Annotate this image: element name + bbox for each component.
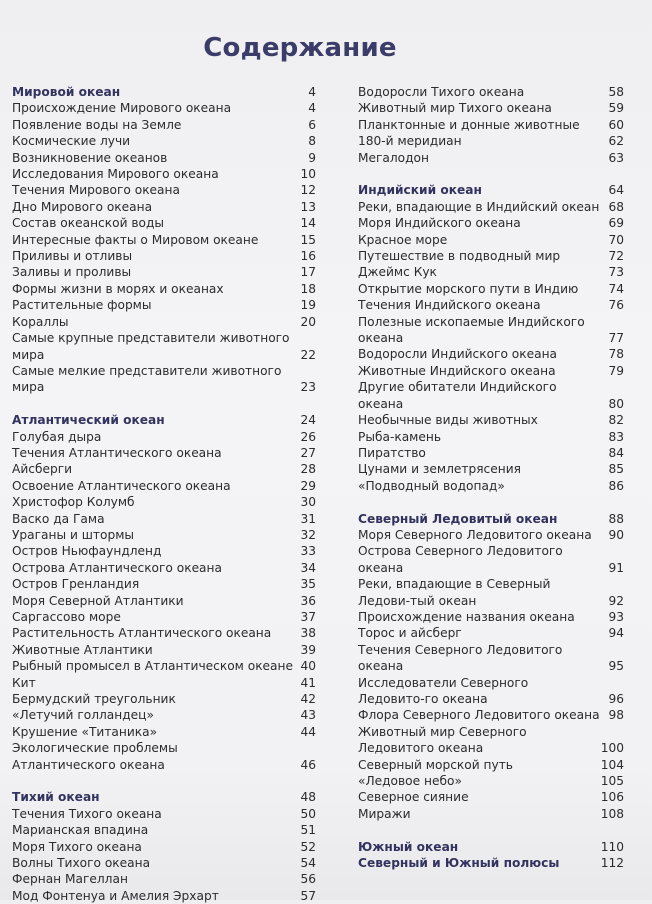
toc-page-number: 93 <box>608 609 624 624</box>
toc-page-number: 29 <box>300 478 316 493</box>
toc-entry-title: Северный Ледовитый океан <box>358 511 558 526</box>
toc-section-heading <box>12 412 316 428</box>
toc-entry <box>12 117 316 133</box>
toc-page-number: 82 <box>608 413 624 428</box>
toc-page-number: 60 <box>608 117 624 132</box>
toc-entry-title: Водоросли Тихого океана <box>358 85 525 99</box>
toc-entry <box>12 740 316 773</box>
toc-entry <box>12 560 316 576</box>
toc-entry-title: Течения Тихого океана <box>12 806 162 821</box>
toc-page-number: 4 <box>308 101 316 116</box>
toc-entry <box>358 625 624 641</box>
toc-page-number: 84 <box>608 445 624 460</box>
toc-entry-title: Джеймс Кук <box>358 265 437 280</box>
toc-entry-title: Происхождение названия океана <box>358 609 575 624</box>
toc-page-number: 33 <box>300 544 316 559</box>
toc-page-number: 54 <box>300 856 316 871</box>
toc-entry-title: Индийский океан <box>358 183 482 198</box>
toc-entry <box>12 133 316 149</box>
toc-entry-title: Планктонные и донные животные <box>358 117 580 132</box>
toc-page-number: 32 <box>300 527 316 542</box>
toc-entry <box>358 724 624 757</box>
toc-page-number: 38 <box>300 626 316 641</box>
toc-page-number: 12 <box>300 183 316 198</box>
toc-entry-title: Животные Атлантики <box>12 642 153 657</box>
toc-entry <box>12 691 316 707</box>
toc-page-number: 28 <box>300 462 316 477</box>
toc-entry-title: Животные Индийского океана <box>358 363 556 378</box>
toc-page-number: 51 <box>300 823 316 838</box>
toc-page-number: 57 <box>300 888 316 903</box>
toc-entry <box>12 330 316 363</box>
toc-entry <box>12 429 316 445</box>
toc-entry-title: «Ледовое небо» <box>358 774 462 789</box>
toc-entry <box>12 871 316 887</box>
toc-entry-title: Северное сияние <box>358 790 469 805</box>
toc-page-number: 22 <box>300 347 316 362</box>
toc-entry <box>12 642 316 658</box>
toc-page-number: 35 <box>300 577 316 592</box>
toc-page-number: 36 <box>300 593 316 608</box>
toc-entry-title: Флора Северного Ледовитого океана <box>358 708 600 723</box>
toc-entry <box>12 297 316 313</box>
toc-section-heading <box>358 511 624 527</box>
toc-page-number: 69 <box>608 216 624 231</box>
toc-entry-title: Бермудский треугольник <box>12 692 176 707</box>
toc-page-number: 62 <box>608 134 624 149</box>
toc-entry-title: Формы жизни в морях и океанах <box>12 281 224 296</box>
toc-entry <box>358 478 624 494</box>
toc-entry <box>358 264 624 280</box>
toc-entry-title: Красное море <box>358 232 448 247</box>
page-title: Содержание <box>203 33 397 63</box>
toc-entry <box>358 707 624 723</box>
toc-entry <box>12 724 316 740</box>
toc-entry <box>358 806 624 822</box>
toc-page-number: 112 <box>600 856 624 871</box>
toc-entry-title: Полезные ископаемые Индийского океана <box>358 314 585 346</box>
toc-page-number: 58 <box>608 85 624 99</box>
toc-entry-title: Цунами и землетрясения <box>358 462 521 477</box>
toc-entry-title: Ураганы и штормы <box>12 527 135 542</box>
toc-page-number: 83 <box>608 429 624 444</box>
toc-page-number: 92 <box>608 593 624 608</box>
toc-page-number: 63 <box>608 150 624 165</box>
toc-entry-title: Крушение «Титаника» <box>12 724 158 739</box>
toc-entry-title: Мод Фонтенуа и Амелия Эрхарт <box>12 888 219 903</box>
toc-page-number: 64 <box>608 183 624 198</box>
toc-entry-title: Растительные формы <box>12 298 152 313</box>
toc-entry <box>12 675 316 691</box>
toc-entry-title: Космические лучи <box>12 134 131 149</box>
toc-entry <box>358 461 624 477</box>
toc-entry <box>12 839 316 855</box>
toc-entry-title: Миражи <box>358 806 411 821</box>
toc-entry-title: Состав океанской воды <box>12 216 165 231</box>
toc-entry-title: Торос и айсберг <box>358 626 462 641</box>
toc-entry <box>358 199 624 215</box>
toc-page-number: 91 <box>608 560 624 575</box>
toc-entry <box>12 707 316 723</box>
toc-entry-title: Тихий океан <box>12 790 100 805</box>
toc-entry <box>12 625 316 641</box>
toc-entry-title: Водоросли Индийского океана <box>358 347 558 362</box>
toc-page-number: 37 <box>300 609 316 624</box>
toc-page-number: 85 <box>608 462 624 477</box>
toc-page-number: 110 <box>600 839 624 854</box>
toc-page-number: 18 <box>300 281 316 296</box>
toc-page-number: 73 <box>608 265 624 280</box>
toc-entry-title: Интересные факты о Мировом океане <box>12 232 259 247</box>
toc-entry-title: Растительность Атлантического океана <box>12 626 272 641</box>
toc-entry-title: Исследования Мирового океана <box>12 167 219 182</box>
toc-page-number: 70 <box>608 232 624 247</box>
toc-entry-title: Остров Гренландия <box>12 577 140 592</box>
toc-page-number: 19 <box>300 298 316 313</box>
toc-page-number: 23 <box>300 380 316 395</box>
toc-entry-title: Необычные виды животных <box>358 413 538 428</box>
toc-entry-title: Кораллы <box>12 314 69 329</box>
toc-page-number: 94 <box>608 626 624 641</box>
toc-page-number: 46 <box>300 757 316 772</box>
toc-entry <box>358 757 624 773</box>
toc-page-number: 6 <box>308 117 316 132</box>
toc-page-number: 27 <box>300 445 316 460</box>
toc-page-number: 108 <box>600 806 624 821</box>
toc-entry-title: «Летучий голландец» <box>12 708 154 723</box>
toc-page-number: 42 <box>300 692 316 707</box>
toc-entry <box>358 543 624 576</box>
toc-entry-title: Течения Мирового океана <box>12 183 180 198</box>
toc-entry <box>358 379 624 412</box>
toc-entry <box>358 117 624 133</box>
toc-entry <box>12 100 316 116</box>
toc-entry-title: Айсберги <box>12 462 73 477</box>
toc-section-heading <box>358 855 624 871</box>
toc-entry <box>358 576 624 609</box>
toc-entry <box>358 527 624 543</box>
toc-entry <box>358 100 624 116</box>
toc-entry <box>358 133 624 149</box>
toc-entry <box>12 232 316 248</box>
toc-entry <box>358 445 624 461</box>
toc-entry-title: Путешествие в подводный мир <box>358 249 561 264</box>
toc-entry <box>12 166 316 182</box>
toc-entry <box>12 806 316 822</box>
toc-entry-title: Волны Тихого океана <box>12 856 151 871</box>
toc-entry <box>12 888 316 904</box>
toc-entry-title: Реки, впадающие в Северный Ледови-тый океан <box>358 577 551 608</box>
toc-entry-title: Моря Северной Атлантики <box>12 593 184 608</box>
toc-page-number: 4 <box>308 85 316 99</box>
toc-page-number: 8 <box>308 134 316 149</box>
toc-entry-title: Острова Северного Ледовитого океана <box>358 544 563 575</box>
toc-page-number: 98 <box>608 708 624 723</box>
toc-entry <box>358 281 624 297</box>
toc-section-heading <box>358 839 624 855</box>
toc-page-number: 68 <box>608 199 624 214</box>
toc-entry-title: Экологические проблемы Атлантического океана <box>12 741 178 772</box>
toc-entry-title: Моря Индийского океана <box>358 216 521 231</box>
toc-page-number: 77 <box>608 331 624 346</box>
toc-entry <box>12 576 316 592</box>
toc-entry-title: Течения Индийского океана <box>358 298 541 313</box>
toc-page-number: 26 <box>300 429 316 444</box>
toc-entry <box>12 658 316 674</box>
toc-entry <box>358 609 624 625</box>
toc-entry <box>12 182 316 198</box>
toc-page-number: 48 <box>300 790 316 805</box>
toc-page-number: 13 <box>300 199 316 214</box>
toc-entry-title: Течения Северного Ледовитого океана <box>358 642 563 674</box>
toc-page-number: 96 <box>608 692 624 706</box>
toc-page-number: 59 <box>608 101 624 116</box>
toc-entry <box>12 150 316 166</box>
toc-entry-title: Моря Тихого океана <box>12 839 142 854</box>
toc-entry <box>12 543 316 559</box>
toc-entry <box>358 642 624 675</box>
toc-entry-title: Происхождение Мирового океана <box>12 101 232 116</box>
toc-page-number: 74 <box>608 281 624 296</box>
section-spacer <box>358 166 624 182</box>
toc-page-number: 17 <box>300 265 316 280</box>
toc-entry <box>12 461 316 477</box>
toc-entry <box>12 593 316 609</box>
toc-entry <box>358 248 624 264</box>
toc-entry <box>358 215 624 231</box>
toc-entry <box>358 412 624 428</box>
toc-entry-title: Атлантический океан <box>12 413 165 428</box>
toc-entry-title: Саргассово море <box>12 609 121 624</box>
toc-entry <box>12 199 316 215</box>
toc-entry <box>12 215 316 231</box>
toc-page-number: 9 <box>308 150 316 165</box>
toc-page-number: 10 <box>300 167 316 182</box>
section-spacer <box>12 396 316 412</box>
toc-entry <box>358 84 624 100</box>
toc-page-number: 90 <box>608 527 624 542</box>
toc-entry <box>358 773 624 789</box>
toc-page-number: 43 <box>300 708 316 723</box>
toc-entry-title: Появление воды на Земле <box>12 117 182 132</box>
toc-entry-title: Животный мир Тихого океана <box>358 101 552 116</box>
toc-entry <box>358 789 624 805</box>
toc-entry-title: Самые крупные представители животного мира <box>12 331 290 362</box>
toc-entry <box>12 511 316 527</box>
toc-entry-title: Освоение Атлантического океана <box>12 478 231 493</box>
section-spacer <box>12 773 316 789</box>
toc-page-number: 106 <box>600 790 624 805</box>
toc-entry-title: Кит <box>12 675 36 690</box>
toc-page-number: 16 <box>300 249 316 264</box>
toc-entry-title: Исследователи Северного Ледовито-го океана <box>358 675 529 706</box>
toc-entry <box>358 314 624 347</box>
toc-page-number: 78 <box>608 347 624 362</box>
toc-page-number: 40 <box>300 659 316 674</box>
toc-entry <box>12 445 316 461</box>
toc-page-number: 105 <box>600 774 624 789</box>
toc-entry-title: Самые мелкие представители животного мира <box>12 363 282 395</box>
toc-page-number: 56 <box>300 872 316 887</box>
toc-page-number: 104 <box>600 757 624 772</box>
toc-entry <box>12 264 316 280</box>
toc-entry-title: Реки, впадающие в Индийский океан <box>358 199 600 214</box>
toc-page-number: 86 <box>608 478 624 493</box>
toc-page-number: 41 <box>300 675 316 690</box>
toc-entry <box>12 822 316 838</box>
toc-page-number: 80 <box>608 396 624 411</box>
toc-page-number: 72 <box>608 249 624 264</box>
toc-entry-title: Мировой океан <box>12 85 121 99</box>
toc-page-number: 52 <box>300 839 316 854</box>
toc-entry <box>358 429 624 445</box>
toc-page-number: 15 <box>300 232 316 247</box>
toc-entry <box>358 297 624 313</box>
toc-entry <box>358 363 624 379</box>
toc-page-number: 20 <box>300 314 316 329</box>
toc-entry-title: Рыбный промысел в Атлантическом океане <box>12 659 293 674</box>
toc-entry-title: Пиратство <box>358 445 426 460</box>
section-spacer <box>358 494 624 510</box>
toc-entry <box>12 314 316 330</box>
toc-entry-title: 180-й меридиан <box>358 134 462 149</box>
toc-page-number: 14 <box>300 216 316 231</box>
toc-entry <box>358 232 624 248</box>
toc-entry-title: Северный и Южный полюсы <box>358 856 560 871</box>
toc-entry-title: Острова Атлантического океана <box>12 560 222 575</box>
toc-page-number: 39 <box>300 642 316 657</box>
toc-entry-title: Возникновение океанов <box>12 150 168 165</box>
toc-entry-title: Другие обитатели Индийского океана <box>358 380 557 411</box>
toc-entry <box>12 248 316 264</box>
toc-page-number: 79 <box>608 363 624 378</box>
toc-page-number: 31 <box>300 511 316 526</box>
toc-entry <box>12 609 316 625</box>
toc-page-number: 95 <box>608 659 624 674</box>
toc-entry-title: Южный океан <box>358 839 459 854</box>
toc-right-column <box>358 84 624 871</box>
toc-page-number: 88 <box>608 511 624 526</box>
toc-page-number: 100 <box>600 741 624 756</box>
toc-entry-title: Заливы и проливы <box>12 265 132 280</box>
section-spacer <box>358 822 624 838</box>
toc-entry <box>358 675 624 708</box>
toc-entry-title: Васко да Гама <box>12 511 105 526</box>
toc-page-number: 24 <box>300 413 316 428</box>
toc-entry-title: Моря Северного Ледовитого океана <box>358 527 592 542</box>
toc-entry-title: Рыба-камень <box>358 429 442 444</box>
toc-entry-title: «Подводный водопад» <box>358 478 505 493</box>
toc-entry <box>358 150 624 166</box>
toc-entry <box>12 494 316 510</box>
toc-page-number: 44 <box>300 724 316 739</box>
toc-entry <box>12 363 316 396</box>
toc-entry-title: Открытие морского пути в Индию <box>358 281 579 296</box>
toc-entry-title: Голубая дыра <box>12 429 102 444</box>
toc-entry-title: Северный морской путь <box>358 757 513 772</box>
toc-section-heading <box>358 182 624 198</box>
toc-page-number: 34 <box>300 560 316 575</box>
toc-left-column <box>12 84 316 904</box>
toc-section-heading <box>12 789 316 805</box>
toc-entry-title: Марианская впадина <box>12 823 149 838</box>
toc-section-heading <box>12 84 316 100</box>
toc-entry-title: Христофор Колумб <box>12 495 135 510</box>
toc-entry <box>12 281 316 297</box>
toc-entry-title: Остров Ньюфаундленд <box>12 544 162 559</box>
toc-entry-title: Мегалодон <box>358 150 429 165</box>
toc-entry-title: Течения Атлантического океана <box>12 445 222 460</box>
toc-entry <box>358 346 624 362</box>
toc-entry-title: Приливы и отливы <box>12 249 133 264</box>
toc-entry <box>12 855 316 871</box>
toc-page-number: 50 <box>300 806 316 821</box>
toc-entry-title: Животный мир Северного Ледовитого океана <box>358 724 527 756</box>
toc-page-number: 30 <box>300 495 316 510</box>
toc-entry <box>12 478 316 494</box>
toc-entry <box>12 527 316 543</box>
toc-page-number: 76 <box>608 298 624 313</box>
toc-entry-title: Фернан Магеллан <box>12 872 128 887</box>
toc-entry-title: Дно Мирового океана <box>12 199 153 214</box>
